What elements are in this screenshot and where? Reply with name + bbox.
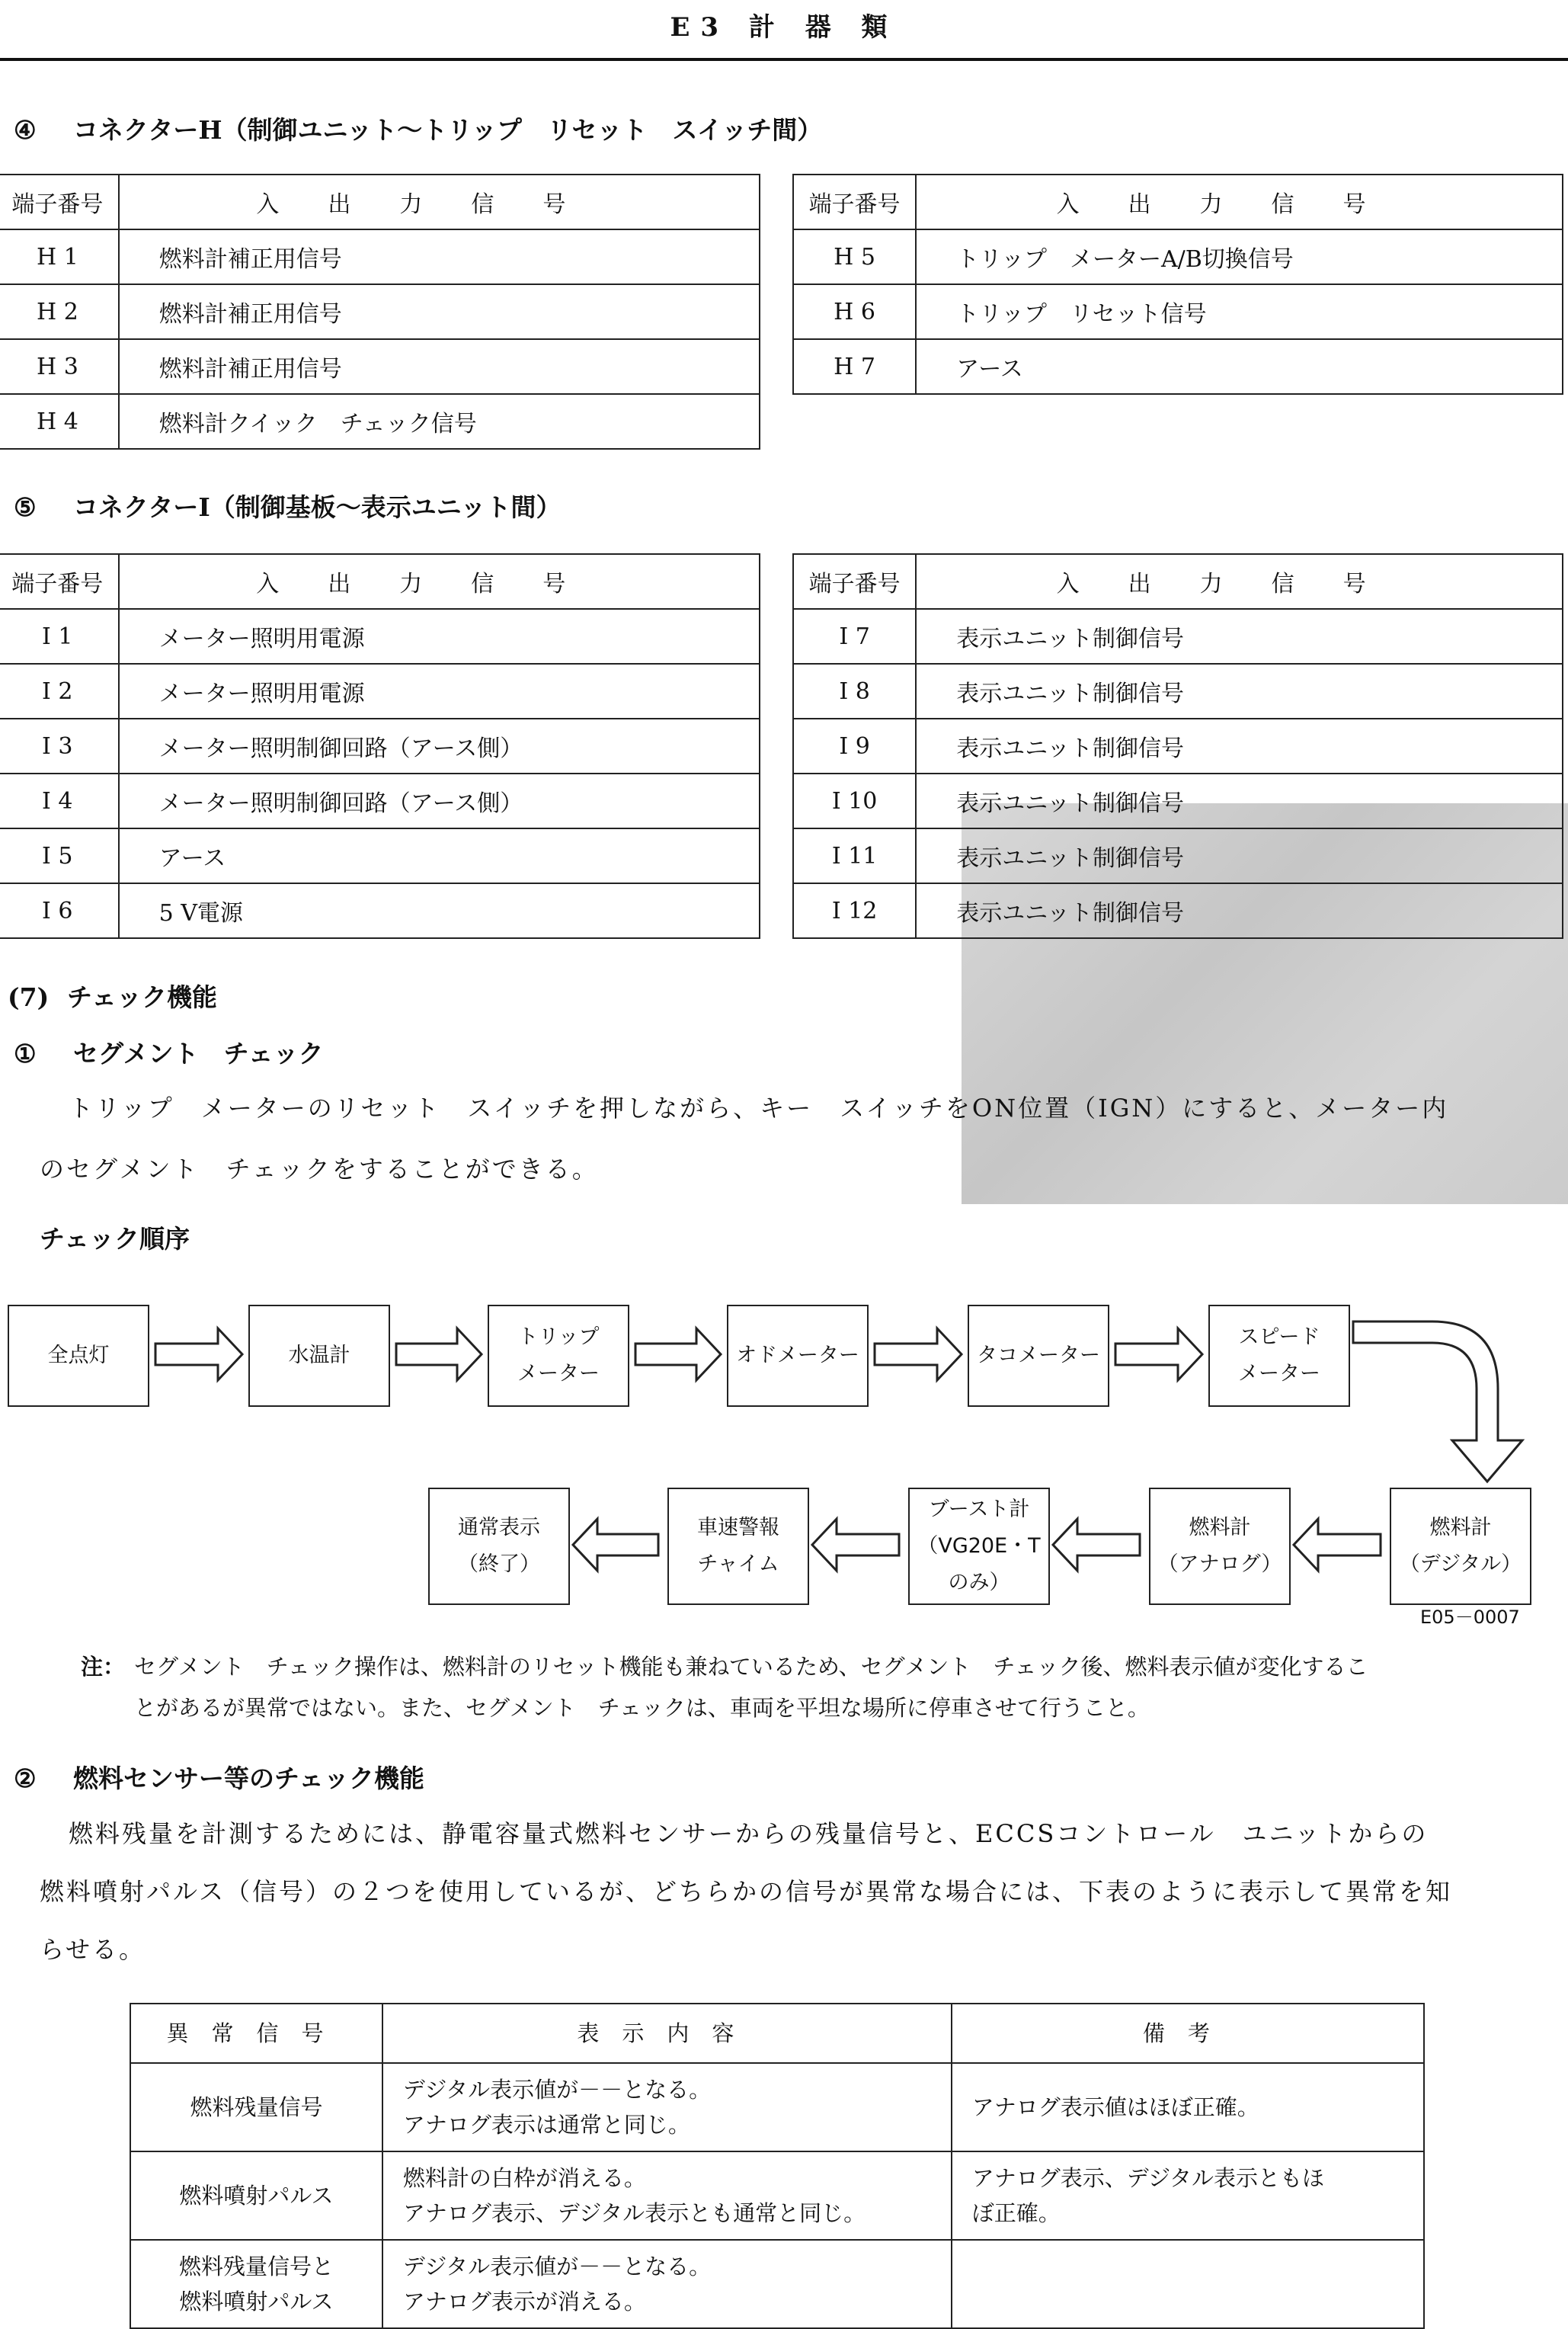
subsection-title: セグメント チェック [73, 1039, 324, 1068]
signal-name: 燃料計クイック チェック信号 [119, 394, 760, 449]
signal-name: メーター照明制御回路（アース側） [119, 774, 760, 828]
subsection-number: ② [14, 1764, 37, 1793]
table-row [0, 883, 760, 938]
signal-name: トリップ メーターA/B切換信号 [916, 229, 1563, 284]
terminal-number: I 9 [793, 719, 916, 774]
note-label: 注： [81, 1654, 126, 1680]
segment-check-paragraph-2: のセグメント チェックをすることができる。 [40, 1155, 599, 1184]
signal-name: 5 V電源 [119, 883, 760, 938]
flow-arrow [396, 1328, 482, 1380]
terminal-number: H 1 [0, 229, 119, 284]
signal-name: 表示ユニット制御信号 [916, 609, 1563, 664]
fuel-check-paragraph-3: らせる。 [40, 1935, 146, 1964]
table-row [130, 2063, 1424, 2151]
table-row [130, 2151, 1424, 2240]
signal-name: 表示ユニット制御信号 [916, 774, 1563, 828]
terminal-number: I 5 [0, 828, 119, 883]
note-line-1: セグメント チェック操作は、燃料計のリセット機能も兼ねているため、セグメント チェック後、燃料表示値が変化するこ [134, 1654, 1368, 1680]
page-header: E3 計 器 類 [670, 12, 898, 43]
table-row [0, 339, 760, 394]
table-row [0, 609, 760, 664]
remark [952, 2151, 1424, 2240]
table-row [793, 883, 1563, 938]
flow-step-box: ブースト計 （VG20E・T のみ） [908, 1488, 1050, 1605]
flow-arrow [1115, 1328, 1202, 1380]
section-title: チェック機能 [67, 982, 218, 1012]
connector-h-table-right [792, 174, 1563, 395]
remark [952, 2240, 1424, 2328]
table-row [793, 229, 1563, 284]
signal-name: 燃料計補正用信号 [119, 339, 760, 394]
flow-step-box: オドメーター [727, 1305, 869, 1407]
table-row [0, 664, 760, 719]
flow-step-box: 車速警報 チャイム [667, 1488, 809, 1605]
flow-arrow [812, 1519, 899, 1571]
table-row [0, 828, 760, 883]
col-terminal-header: 端子番号 [793, 554, 916, 609]
terminal-number: H 7 [793, 339, 916, 394]
remark-line: ぼ正確。 [971, 2200, 1061, 2226]
abnormal-signal: 燃料残量信号と 燃料噴射パルス [130, 2240, 382, 2328]
display-line: アナログ表示が消える。 [402, 2289, 646, 2315]
abnormal-signal: 燃料噴射パルス [130, 2151, 382, 2240]
signal-name: 燃料計補正用信号 [119, 229, 760, 284]
col-signal-header: 入出力信号 [119, 554, 760, 609]
section-number: ⑤ [14, 492, 37, 522]
display-line: デジタル表示値が－－となる。 [402, 2254, 712, 2279]
subsection-number: ① [14, 1039, 37, 1068]
table-row [793, 664, 1563, 719]
col-header: 異常信号 [130, 2004, 382, 2063]
connector-i-table-left [0, 553, 760, 939]
table-header-row [793, 554, 1563, 609]
remark-line: アナログ表示値はほぼ正確。 [971, 2094, 1259, 2120]
display-line: アナログ表示は通常と同じ。 [402, 2112, 690, 2138]
terminal-number: I 2 [0, 664, 119, 719]
diagram-code: E05－0007 [1420, 1607, 1520, 1628]
flow-step-box: タコメーター [968, 1305, 1109, 1407]
header-rule [0, 58, 1568, 61]
table-row [0, 719, 760, 774]
abnormal-signal-table [130, 2003, 1425, 2329]
signal-name: 燃料計補正用信号 [119, 284, 760, 339]
note-line-2: とがあるが異常ではない。また、セグメント チェックは、車両を平坦な場所に停車させて行うこと。 [134, 1695, 1150, 1721]
check-order-title: チェック順序 [40, 1224, 190, 1254]
abnormal-signal: 燃料残量信号 [130, 2063, 382, 2151]
fuel-check-paragraph-1: 燃料残量を計測するためには、静電容量式燃料センサーからの残量信号と、ECCSコントロール ユニットからの [69, 1819, 1429, 1848]
section-number: (7) [8, 982, 50, 1012]
signal-name: メーター照明制御回路（アース側） [119, 719, 760, 774]
terminal-number: H 4 [0, 394, 119, 449]
terminal-number: H 6 [793, 284, 916, 339]
terminal-number: I 12 [793, 883, 916, 938]
connector-h-heading [14, 111, 822, 146]
flow-step-box: スピード メーター [1208, 1305, 1350, 1407]
table-header-row [0, 175, 760, 229]
terminal-number: I 10 [793, 774, 916, 828]
col-terminal-header: 端子番号 [793, 175, 916, 229]
signal-name: アース [119, 828, 760, 883]
col-header: 備考 [952, 2004, 1424, 2063]
flow-step-box: 水温計 [248, 1305, 390, 1407]
connector-i-heading [14, 488, 561, 524]
flow-step-box: 燃料計 （デジタル） [1390, 1488, 1531, 1605]
terminal-number: I 4 [0, 774, 119, 828]
remark-line: アナログ表示、デジタル表示ともほ [971, 2165, 1324, 2191]
table-row [0, 284, 760, 339]
table-row [793, 719, 1563, 774]
terminal-number: I 7 [793, 609, 916, 664]
table-row [130, 2240, 1424, 2328]
terminal-number: H 2 [0, 284, 119, 339]
signal-name: 表示ユニット制御信号 [916, 828, 1563, 883]
flow-step-box: 全点灯 [8, 1305, 149, 1407]
flow-step-box: 燃料計 （アナログ） [1149, 1488, 1291, 1605]
signal-name: トリップ リセット信号 [916, 284, 1563, 339]
terminal-number: I 3 [0, 719, 119, 774]
col-signal-header: 入出力信号 [119, 175, 760, 229]
signal-name: メーター照明用電源 [119, 664, 760, 719]
remark [952, 2063, 1424, 2151]
flow-arrow [875, 1328, 962, 1380]
flow-arrow [1353, 1321, 1522, 1482]
flow-arrow [1294, 1519, 1381, 1571]
flow-arrow [155, 1328, 242, 1380]
display-content [382, 2240, 952, 2328]
display-line: デジタル表示値が－－となる。 [402, 2077, 712, 2103]
table-row [793, 284, 1563, 339]
table-header-row [793, 175, 1563, 229]
table-row [0, 394, 760, 449]
flow-arrow [573, 1519, 658, 1571]
subsection-title: 燃料センサー等のチェック機能 [73, 1764, 425, 1793]
flow-arrow [635, 1328, 721, 1380]
terminal-number: I 8 [793, 664, 916, 719]
col-signal-header: 入出力信号 [916, 554, 1563, 609]
table-header-row [0, 554, 760, 609]
flow-step-box: 通常表示 （終了） [428, 1488, 570, 1605]
signal-name: アース [916, 339, 1563, 394]
terminal-number: H 3 [0, 339, 119, 394]
col-signal-header: 入出力信号 [916, 175, 1563, 229]
signal-name: 表示ユニット制御信号 [916, 883, 1563, 938]
fuel-check-heading [14, 1759, 424, 1795]
terminal-number: I 11 [793, 828, 916, 883]
table-header-row [130, 2004, 1424, 2063]
section-title: コネクターH（制御ユニット～トリップ リセット スイッチ間） [73, 115, 823, 145]
terminal-number: I 1 [0, 609, 119, 664]
display-content [382, 2151, 952, 2240]
col-header: 表示内容 [382, 2004, 952, 2063]
section-title: コネクターI（制御基板～表示ユニット間） [73, 492, 562, 522]
col-terminal-header: 端子番号 [0, 175, 119, 229]
connector-i-table-right [792, 553, 1563, 939]
terminal-number: H 5 [793, 229, 916, 284]
check-section-heading [8, 978, 217, 1014]
terminal-number: I 6 [0, 883, 119, 938]
display-line: 燃料計の白枠が消える。 [402, 2165, 646, 2191]
table-row [793, 339, 1563, 394]
display-line: アナログ表示、デジタル表示とも通常と同じ。 [402, 2200, 866, 2226]
signal-name: 表示ユニット制御信号 [916, 664, 1563, 719]
section-number: ④ [14, 115, 37, 145]
table-row [793, 774, 1563, 828]
display-content [382, 2063, 952, 2151]
signal-name: メーター照明用電源 [119, 609, 760, 664]
segment-check-paragraph-1: トリップ メーターのリセット スイッチを押しながら、キー スイッチをON位置（IGN）にすると、メーター内 [69, 1094, 1449, 1123]
segment-check-heading [14, 1034, 324, 1070]
table-row [793, 609, 1563, 664]
table-row [0, 229, 760, 284]
table-row [793, 828, 1563, 883]
flow-arrow [1053, 1519, 1140, 1571]
flow-step-box: トリップ メーター [488, 1305, 629, 1407]
table-row [0, 774, 760, 828]
col-terminal-header: 端子番号 [0, 554, 119, 609]
connector-h-table-left [0, 174, 760, 450]
signal-name: 表示ユニット制御信号 [916, 719, 1563, 774]
fuel-check-paragraph-2: 燃料噴射パルス（信号）の２つを使用しているが、どちらかの信号が異常な場合には、下表のように表示して異常を知 [40, 1877, 1453, 1906]
